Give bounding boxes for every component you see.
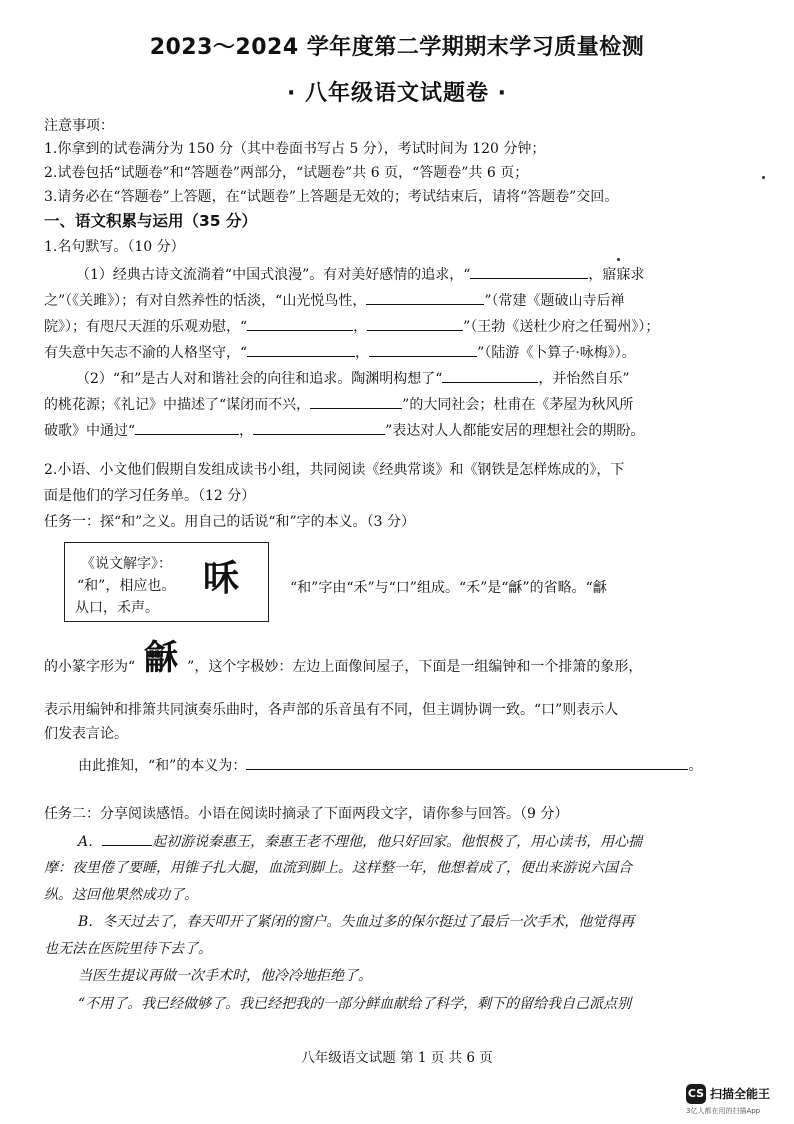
camscanner-logo-icon: CS [686,1084,706,1104]
task1-text-3: 表示用编钟和排箫共同演奏乐曲时，各声部的乐音虽有不同，但主调协调一致。“口”则表示人 [44,702,619,718]
text: （2）“和”是古人对和谐社会的向往和追求。陶渊明构想了“ [76,371,443,387]
text: ”（王勃《送杜少府之任蜀州》）； [463,319,660,335]
q1-heading: 1.名句默写。（10 分） [44,239,185,255]
scan-speck [762,176,765,179]
text: 由此推知，“和”的本义为： [78,758,247,774]
text: ”表达对人人都能安居的理想社会的期盼。 [385,423,645,439]
text: 院》）；有咫尺天涯的乐观劝慰，“ [44,319,248,335]
task1-text-2 [44,638,643,678]
text: 。 [688,758,703,774]
q1-p2-line3 [44,420,644,441]
box-line-3: 从口，禾声。 [75,600,159,616]
text: 的小篆字形为“ [44,659,136,675]
text: ，寤寐求 [588,267,645,283]
text: ”（常建《题破山寺后禅 [484,293,625,309]
text: ， [239,423,254,439]
seal-script-he2-glyph: 龢 [144,638,179,678]
watermark-tagline: 3亿人都在用的扫描App [686,1107,761,1115]
exam-subtitle: · 八年级语文试题卷 · [286,81,508,106]
answer-blank[interactable] [247,342,355,357]
box-line-1: 《说文解字》： [81,556,172,572]
box-line-2: “和”，相应也。 [77,578,176,594]
text: 之”（《关雎》）；有对自然养性的恬淡，“山光悦鸟性， [44,293,367,309]
q1-p1-line1 [76,264,644,285]
task1-answer-line [78,755,702,776]
text: ，并怡然自乐” [538,371,630,387]
text: 起初游说秦惠王，秦惠王老不理他，他只好回家。他恨极了，用心读书，用心揣 [152,834,643,850]
answer-blank[interactable] [247,316,353,331]
text: 有失意中矢志不渝的人格坚守，“ [44,345,248,361]
excerpt-b-line1: B．冬天过去了，春天叩开了紧闭的窗户。失血过多的保尔挺过了最后一次手术，他觉得再 [78,914,635,930]
text: ”的大同社会；杜甫在《茅屋为秋风所 [402,397,634,413]
answer-blank[interactable] [442,368,538,383]
q1-p2-line2 [44,394,633,415]
task2-title: 任务二：分享阅读感悟。小语在阅读时摘录了下面两段文字，请你参与回答。（9 分） [44,806,569,822]
answer-blank[interactable] [367,316,463,331]
excerpt-a-line2: 摩：夜里倦了要睡，用锥子扎大腿，血流到脚上。这样整一年，他想着成了，便出来游说六国合 [44,860,632,876]
task1-title: 任务一：探“和”之义。用自己的话说“和”字的本义。（3 分） [44,514,415,530]
text: A． [78,834,103,850]
watermark-name: 扫描全能王 [710,1087,771,1101]
q2-line2: 面是他们的学习任务单。（12 分） [44,488,256,504]
answer-blank[interactable] [369,342,477,357]
answer-blank[interactable] [310,394,402,409]
note-item-2: 2.试卷包括“试题卷”和“答题卷”两部分，“试题卷”共 6 页，“答题卷”共 6 页； [44,165,529,181]
scanner-watermark [686,1082,790,1118]
excerpt-a-line1 [78,831,642,852]
exam-title: 2023～2024 学年度第二学期期末学习质量检测 [149,35,645,60]
page-footer: 八年级语文试题 第 1 页 共 6 页 [301,1050,493,1066]
q1-p1-line4 [44,342,636,363]
answer-blank[interactable] [135,420,239,435]
excerpt-b-line3: 当医生提议再做一次手术时，他冷冷地拒绝了。 [78,968,372,984]
answer-blank[interactable] [246,755,688,770]
text: 破歌》中通过“ [44,423,136,439]
q2-line1: 2.小语、小文他们假期自发组成读书小组，共同阅读《经典常谈》和《钢铁是怎样炼成的》，下 [44,462,625,478]
text: （1）经典古诗文流淌着“中国式浪漫”。有对美好感情的追求，“ [76,267,471,283]
q1-p1-line2 [44,290,625,311]
answer-blank[interactable] [366,290,484,305]
section-1-heading: 一、语文积累与运用（35 分） [44,212,257,230]
text: ， [355,345,370,361]
answer-blank[interactable] [102,831,152,846]
task1-text-1: “和”字由“禾”与“口”组成。“禾”是“龢”的省略。“龢 [290,580,607,596]
note-item-3: 3.请务必在“答题卷”上答题，在“试题卷”上答题是无效的；考试结束后，请将“答题卷”交回。 [44,189,619,205]
scan-speck [617,258,620,261]
text: 的桃花源；《礼记》中描述了“谋闭而不兴， [44,397,311,413]
answer-blank[interactable] [470,264,588,279]
text: ， [353,319,368,335]
note-item-1: 1.你拿到的试卷满分为 150 分（其中卷面书写占 5 分），考试时间为 120 分钟； [44,141,546,157]
excerpt-b-line4: “不用了。我已经做够了。我已经把我的一部分鲜血献给了科学，剩下的留给我自己派点别 [78,996,632,1012]
task1-text-4: 们发表言论。 [44,726,128,742]
seal-script-he-glyph: 咊 [203,558,240,599]
notes-heading: 注意事项： [44,118,114,134]
q1-p1-line3 [44,316,659,337]
text: ”（陆游《卜算子·咏梅》）。 [477,345,636,361]
shuowen-quote-box [64,542,269,622]
text: ”，这个字极妙：左边上面像间屋子，下面是一组编钟和一个排箫的象形， [187,659,643,675]
excerpt-b-line2: 也无法在医院里待下去了。 [44,941,212,957]
excerpt-a-line3: 纵。这回他果然成功了。 [44,887,198,903]
q1-p2-line1 [76,368,630,389]
answer-blank[interactable] [253,420,385,435]
